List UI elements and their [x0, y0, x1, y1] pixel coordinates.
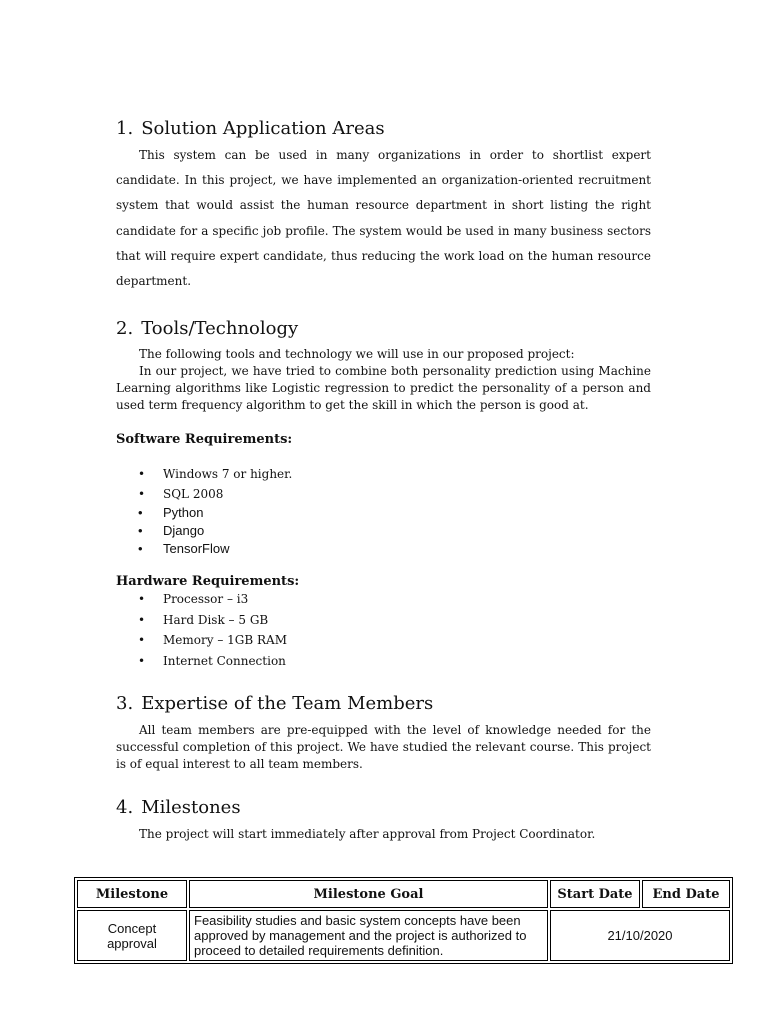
- document-page: [116, 112, 651, 842]
- list-item: • Memory – 1GB RAM: [116, 630, 651, 651]
- column-header-start-date: Start Date: [550, 880, 640, 908]
- hardware-requirements-list: [116, 589, 651, 671]
- list-item: • SQL 2008: [116, 484, 651, 504]
- list-item: • TensorFlow: [116, 540, 651, 558]
- section-heading: [116, 693, 651, 714]
- section-number: 1.: [116, 118, 134, 139]
- list-item: • Internet Connection: [116, 651, 651, 672]
- section-heading: [116, 118, 651, 139]
- milestones-table: [74, 877, 733, 964]
- section-intro: The project will start immediately after approval from Project Coordinator.: [139, 827, 596, 842]
- section-heading: [116, 797, 651, 818]
- section-heading: [116, 318, 651, 339]
- table-header-row: [77, 880, 730, 908]
- section-paragraph: All team members are pre-equipped with the level of knowledge needed for the successful completion of this project. We have studied the relevant course. This project is of equal interest to all team members.: [116, 723, 651, 772]
- list-item: • Hard Disk – 5 GB: [116, 610, 651, 631]
- section-paragraph: In our project, we have tried to combine both personality prediction using Machine Learning algorithms like Logistic regression to predict the personality of a person and used term frequency algorithm to get the skill in which the person is good at.: [116, 364, 651, 413]
- milestone-cell: Concept approval: [77, 910, 187, 961]
- section-title: Solution Application Areas: [141, 118, 385, 139]
- section-number: 4.: [116, 797, 134, 819]
- section-expertise-team-members: [116, 693, 651, 773]
- hardware-requirements-heading: Hardware Requirements:: [116, 574, 300, 590]
- section-solution-application-areas: [116, 118, 651, 294]
- column-header-end-date: End Date: [642, 880, 730, 908]
- section-number: 3.: [116, 693, 134, 715]
- software-requirements-list: [116, 464, 651, 558]
- column-header-milestone: Milestone: [77, 880, 187, 908]
- column-header-milestone-goal: Milestone Goal: [189, 880, 548, 908]
- section-title: Expertise of the Team Members: [141, 693, 434, 715]
- section-intro: The following tools and technology we will use in our proposed project:: [139, 347, 575, 362]
- section-number: 2.: [116, 318, 134, 340]
- section-title: Milestones: [141, 797, 241, 819]
- section-tools-technology: [116, 318, 651, 671]
- list-item: • Processor – i3: [116, 589, 651, 610]
- table-row: [77, 910, 730, 961]
- section-milestones: [116, 797, 651, 842]
- section-title: Tools/Technology: [141, 318, 299, 340]
- milestone-goal-cell: Feasibility studies and basic system concepts have been approved by management and the project is authorized to proceed to detailed requirements definition.: [189, 910, 548, 961]
- date-cell: 21/10/2020: [550, 910, 730, 961]
- list-item: • Django: [116, 522, 651, 540]
- section-paragraph: This system can be used in many organizations in order to shortlist expert candidate. In this project, we have implemented an organization-oriented recruitment system that would assist the human resource department in short listing the right candidate for a specific job profile. The system would be used in many business sectors that will require expert candidate, thus reducing the work load on the human resource department.: [116, 148, 651, 289]
- list-item: • Windows 7 or higher.: [116, 464, 651, 484]
- list-item: • Python: [116, 504, 651, 522]
- software-requirements-heading: Software Requirements:: [116, 432, 293, 448]
